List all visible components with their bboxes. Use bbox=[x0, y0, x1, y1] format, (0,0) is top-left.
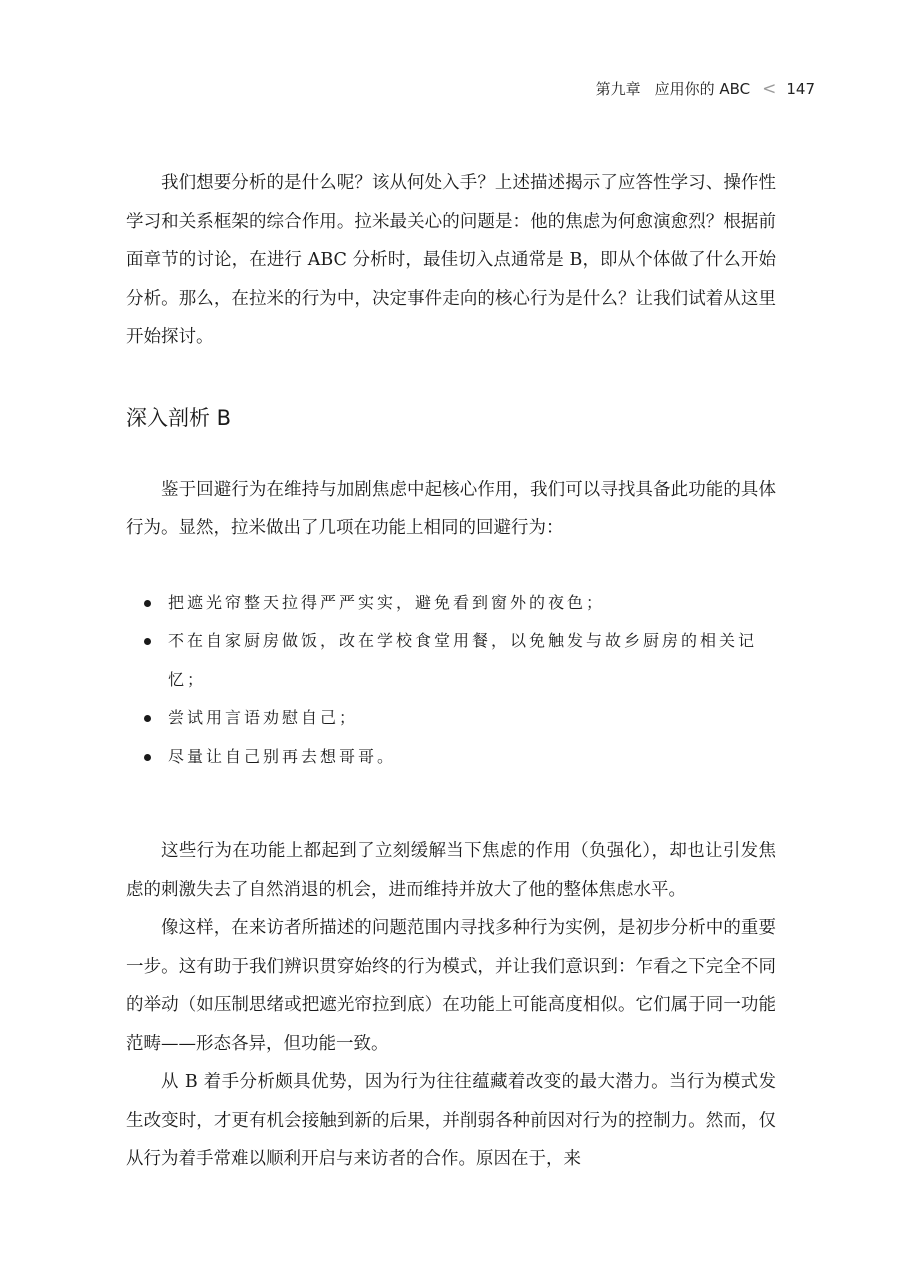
bullet-dot-icon bbox=[144, 754, 151, 761]
bullet-dot-icon bbox=[144, 600, 151, 607]
chapter-title: 应用你的 ABC bbox=[654, 80, 751, 98]
body-paragraph: 从 B 着手分析颇具优势，因为行为往往蕴藏着改变的最大潜力。当行为模式发生改变时，才更有机会接触到新的后果，并削弱各种前因对行为的控制力。然而，仅从行为着手常难以顺利开启与来访者的合作。原因在于，来 bbox=[126, 1072, 776, 1169]
page-body bbox=[126, 164, 776, 1179]
body-paragraph: 像这样，在来访者所描述的问题范围内寻找多种行为实例，是初步分析中的重要一步。这有助于我们辨识贯穿始终的行为模式，并让我们意识到：乍看之下完全不同的举动（如压制思绪或把遮光帘拉到底）在功能上可能高度相似。它们属于同一功能范畴——形态各异，但功能一致。 bbox=[126, 918, 776, 1054]
intro-paragraph: 我们想要分析的是什么呢？该从何处入手？上述描述揭示了应答性学习、操作性学习和关系框架的综合作用。拉米最关心的问题是：他的焦虑为何愈演愈烈？根据前面章节的讨论，在进行 ABC 分析时，最佳切入点通常是 B，即从个体做了什么开始分析。那么，在拉米的行为中，决定事件走向的核心行为是什么？让我们试着从这里开始探讨。 bbox=[126, 173, 776, 347]
chapter-label: 第九章 bbox=[595, 80, 641, 98]
bullet-dot-icon bbox=[144, 638, 151, 645]
avoidance-behavior-list bbox=[126, 584, 776, 777]
lead-paragraph: 鉴于回避行为在维持与加剧焦虑中起核心作用，我们可以寻找具备此功能的具体行为。显然，拉米做出了几项在功能上相同的回避行为： bbox=[126, 479, 776, 538]
header-separator: < bbox=[762, 78, 777, 99]
list-item: 尽量让自己别再去想哥哥。 bbox=[126, 738, 776, 777]
list-item: 不在自家厨房做饭，改在学校食堂用餐，以免触发与故乡厨房的相关记忆； bbox=[126, 622, 776, 699]
running-header bbox=[596, 78, 815, 99]
body-paragraph: 这些行为在功能上都起到了立刻缓解当下焦虑的作用（负强化），却也让引发焦虑的刺激失去了自然消退的机会，进而维持并放大了他的整体焦虑水平。 bbox=[126, 841, 776, 900]
list-item: 尝试用言语劝慰自己； bbox=[126, 699, 776, 738]
section-heading: 深入剖析 B bbox=[126, 405, 232, 430]
list-item: 把遮光帘整天拉得严严实实，避免看到窗外的夜色； bbox=[126, 584, 776, 623]
page-number: 147 bbox=[786, 79, 815, 98]
bullet-dot-icon bbox=[144, 715, 151, 722]
